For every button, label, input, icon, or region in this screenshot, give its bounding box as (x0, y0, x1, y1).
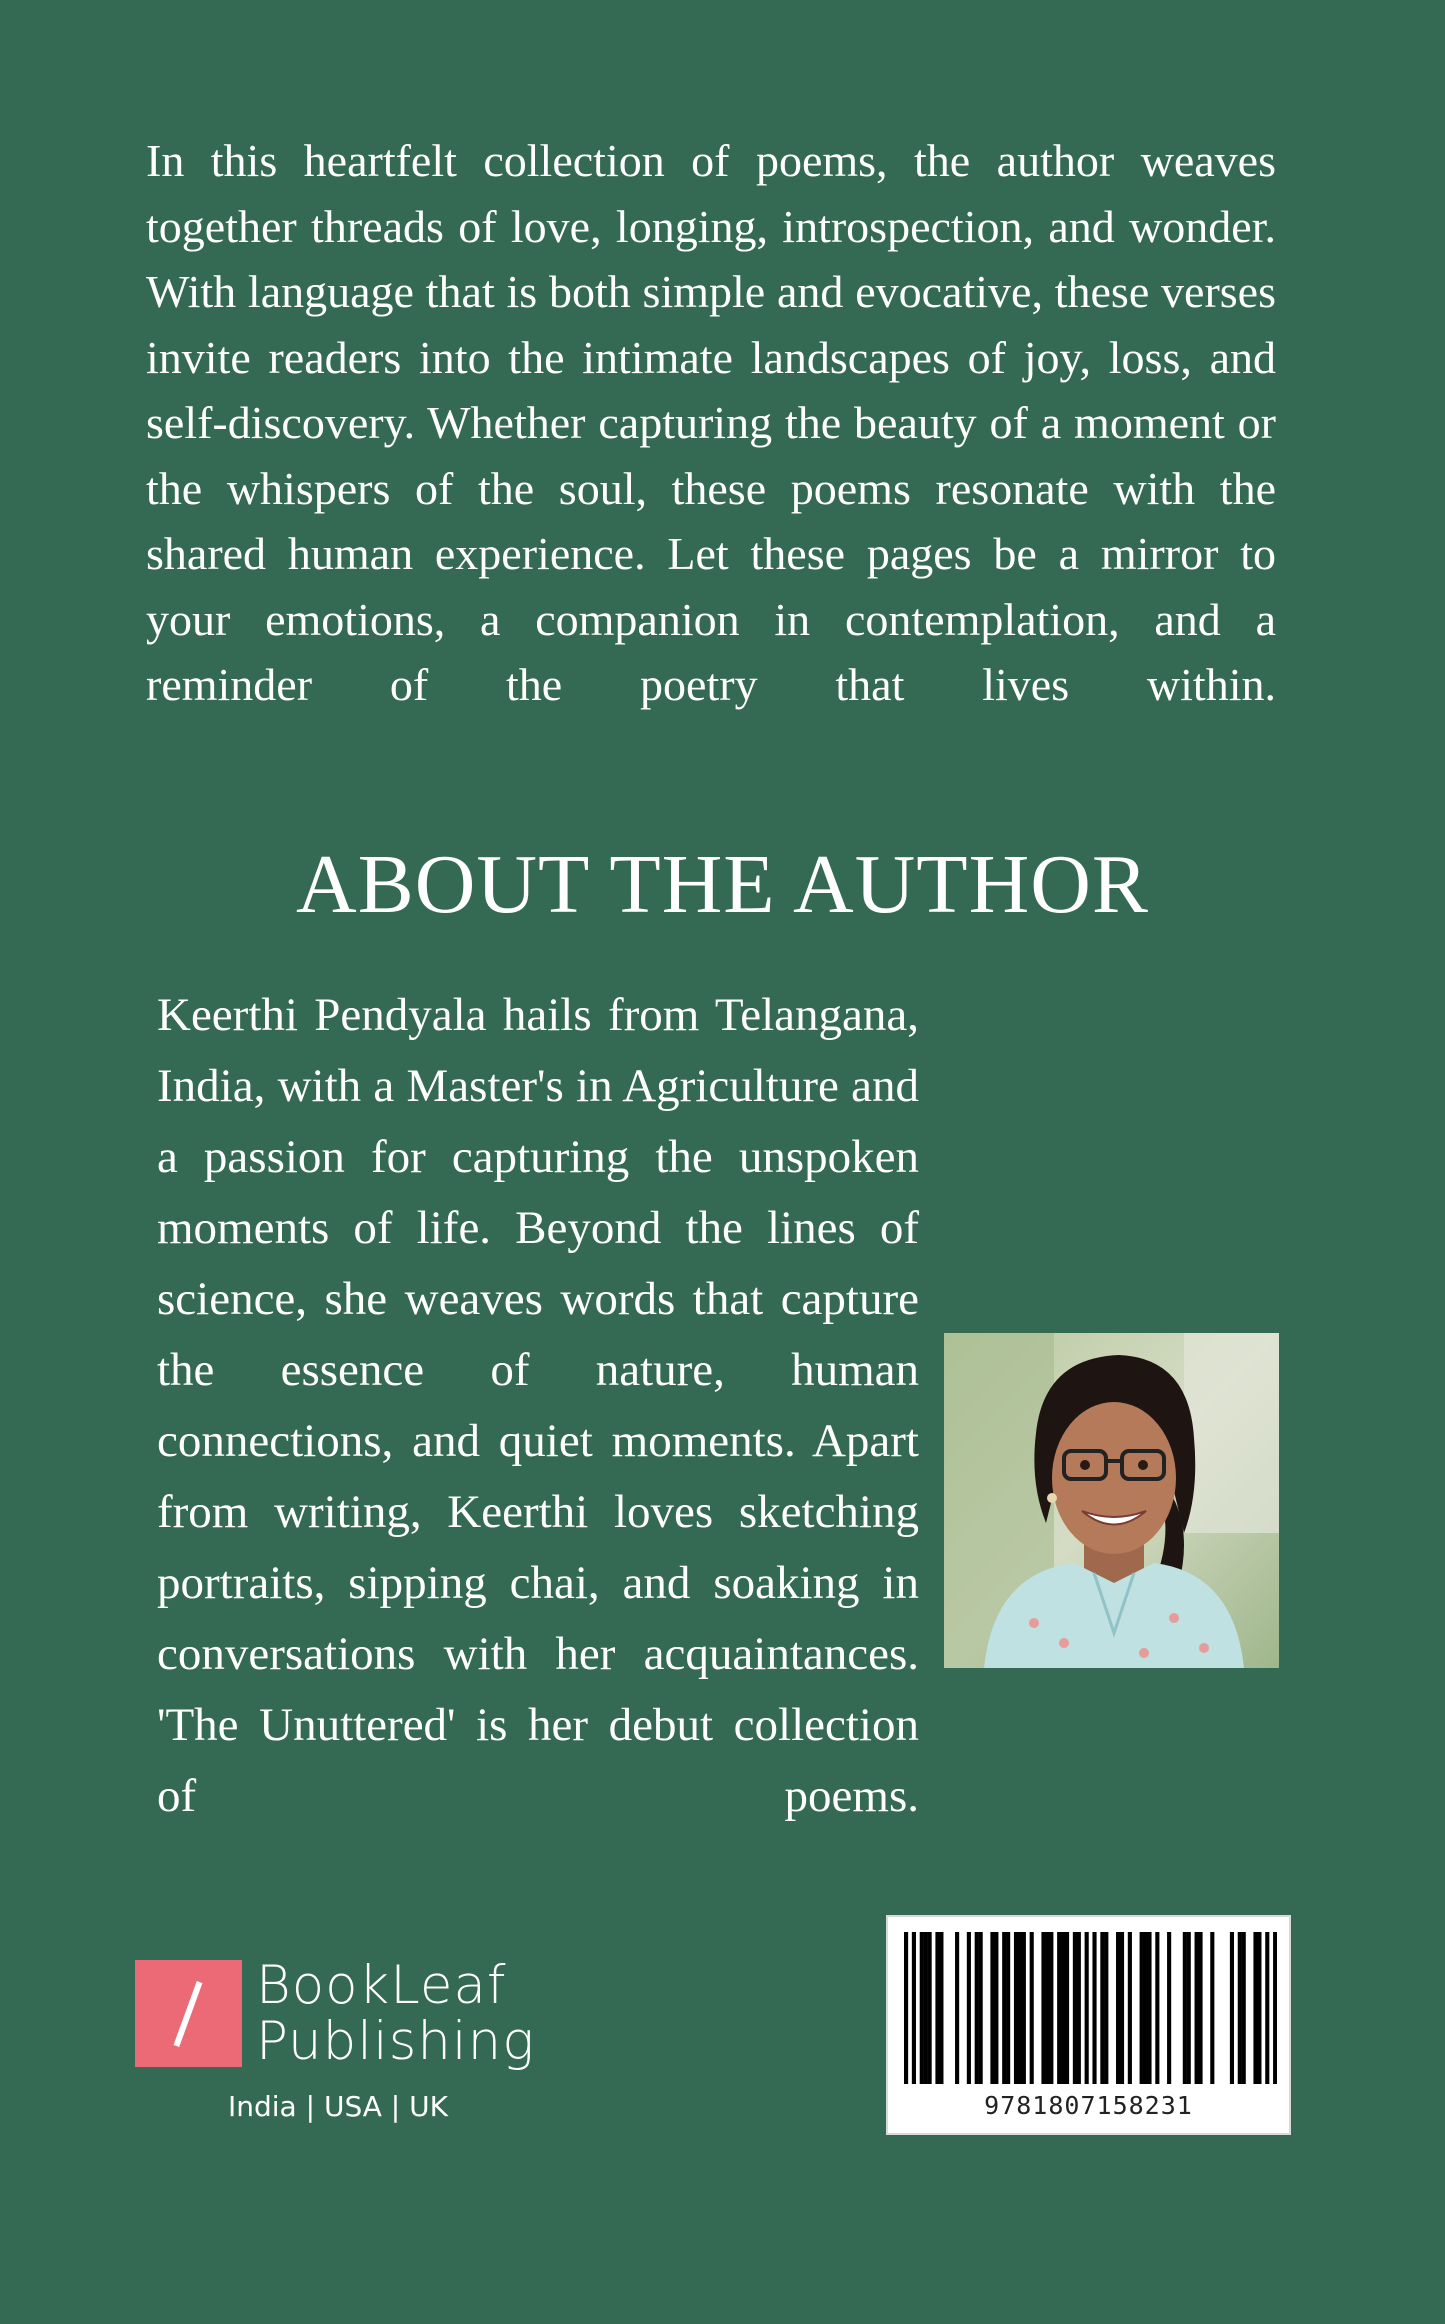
barcode-bar (955, 1932, 959, 2084)
barcode-bar (1030, 1932, 1034, 2084)
barcode-bars (904, 1932, 1277, 2084)
barcode-bar (967, 1932, 971, 2084)
barcode-bar (1073, 1932, 1077, 2084)
barcode-bar (1014, 1932, 1018, 2084)
barcode-bar (1128, 1932, 1132, 2084)
barcode-bar (1057, 1932, 1061, 2084)
barcode-bar (1183, 1932, 1187, 2084)
barcode-bar (975, 1932, 979, 2084)
barcode-bar (920, 1932, 924, 2084)
barcode-bar (1018, 1932, 1022, 2084)
publisher-name-line2: Publishing (256, 2011, 536, 2072)
barcode-bar (1147, 1932, 1151, 2084)
barcode-bar (1065, 1932, 1069, 2084)
publisher-name (256, 1955, 536, 2072)
barcode-bar (939, 1932, 943, 2084)
barcode-bar (979, 1932, 983, 2084)
barcode-bar (1022, 1932, 1026, 2084)
isbn-barcode (886, 1915, 1291, 2135)
barcode-bar (1120, 1932, 1124, 2084)
barcode-bar (924, 1932, 928, 2084)
barcode-bar (1265, 1932, 1269, 2084)
barcode-bar (1195, 1932, 1199, 2084)
slash-icon (174, 1981, 203, 2047)
barcode-bar (904, 1932, 908, 2084)
barcode-bar (1077, 1932, 1081, 2084)
barcode-bar (1100, 1932, 1104, 2084)
barcode-bar (1198, 1932, 1202, 2084)
barcode-bar (1155, 1932, 1159, 2084)
barcode-bar (990, 1932, 994, 2084)
book-blurb: In this heartfelt collection of poems, the author weaves together threads of love, longing, introspection, and wonder. With language that is both simple and evocative, these verses invite readers into the intimate landscapes of joy, loss, and self-discovery. Whether capturing the beauty of a moment or the whispers of the soul, these poems resonate with the shared human experience. Let these pages be a mirror to your emotions, a companion in contemplation, and a reminder of the poetry that lives within. (146, 135, 1276, 710)
barcode-bar (1242, 1932, 1246, 2084)
barcode-bar (1002, 1932, 1006, 2084)
barcode-bar (935, 1932, 939, 2084)
barcode-bar (1092, 1932, 1096, 2084)
barcode-bar (1061, 1932, 1065, 2084)
author-bio: Keerthi Pendyala hails from Telangana, India, with a Master's in Agriculture and a passion for capturing the unspoken moments of life. Beyond the lines of science, she weaves words that capture the essence of nature, human connections, and quiet moments. Apart from writing, Keerthi loves sketching portraits, sipping chai, and soaking in conversations with her acquaintances. 'The Unuttered' is her debut collection of poems. (157, 989, 919, 1822)
barcode-bar (1257, 1932, 1261, 2084)
publisher-logo-mark (135, 1960, 242, 2067)
barcode-bar (1230, 1932, 1234, 2084)
barcode-bar (1104, 1932, 1108, 2084)
publisher-logo (135, 1955, 565, 2128)
publisher-name-line1: BookLeaf (256, 1955, 507, 2016)
barcode-bar (1167, 1932, 1171, 2084)
author-photo (944, 1333, 1279, 1668)
barcode-bar (1085, 1932, 1089, 2084)
barcode-bar (1049, 1932, 1053, 2084)
barcode-bar (1253, 1932, 1257, 2084)
barcode-bar (1116, 1932, 1120, 2084)
barcode-bar (1041, 1932, 1045, 2084)
barcode-bar (1140, 1932, 1144, 2084)
isbn-number: 9781807158231 (984, 2091, 1193, 2120)
barcode-bar (1045, 1932, 1049, 2084)
barcode-bar (1238, 1932, 1242, 2084)
barcode-bar (1210, 1932, 1214, 2084)
barcode-bar (1187, 1932, 1191, 2084)
barcode-bar (1006, 1932, 1010, 2084)
barcode-bar (1273, 1932, 1277, 2084)
publisher-regions: India | USA | UK (228, 2090, 448, 2123)
about-author-heading: ABOUT THE AUTHOR (296, 838, 1149, 931)
barcode-bar (912, 1932, 916, 2084)
barcode-bar (994, 1932, 998, 2084)
barcode-bar (1144, 1932, 1148, 2084)
barcode-bar (928, 1932, 932, 2084)
